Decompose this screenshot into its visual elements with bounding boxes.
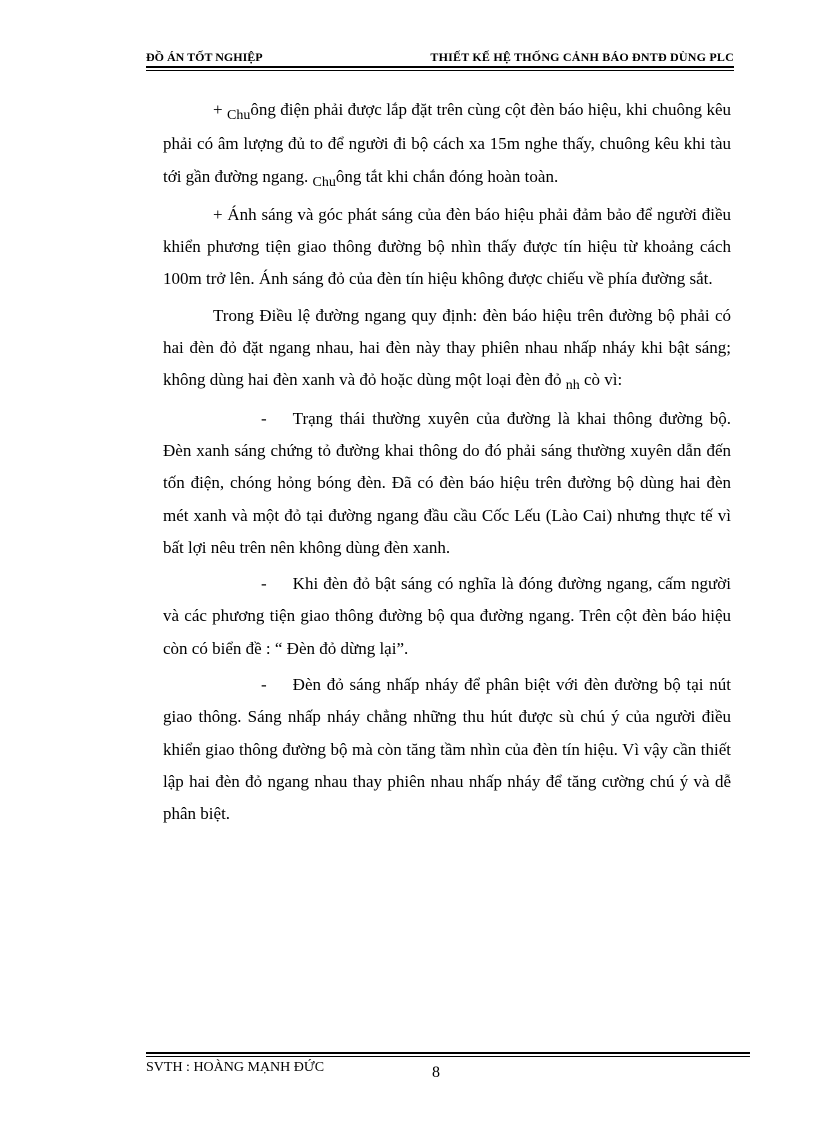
dash-mark: -	[261, 675, 267, 695]
header-left-title: ĐỒ ÁN TỐT NGHIỆP	[146, 50, 263, 64]
paragraph-light-angle: + Ánh sáng và góc phát sáng của đèn báo hiệu phải đảm bảo để người điều khiển phương tiện giao thông đường bộ nhìn thấy được tín hiệu từ khoảng cách 100m trở lên. Ánh sáng đỏ của đèn tín hiệu không được chiếu về phía đường sắt.	[163, 204, 731, 289]
bullet-item-1	[163, 403, 731, 564]
plus-mark: +	[213, 100, 227, 119]
paragraph-text: Trong Điều lệ đường ngang quy định: đèn báo hiệu trên đường bộ phải có hai đèn đỏ đặt ngang nhau, hai đèn này thay phiên nhau nhấp nháy khi bật sáng; không dùng hai đèn xanh và đỏ hoặc dùng một loại đèn đỏ	[163, 305, 731, 390]
bullet-text: Trạng thái thường xuyên của đường là khai thông đường bộ. Đèn xanh sáng chứng tỏ đường khai thông do đó phải sáng thường xuyên dẫn đến tốn điện, chóng hỏng bóng đèn. Đã có đèn báo hiệu trên đường bộ dùng hai đèn mét xanh và một đỏ tại đường ngang đầu cầu Cốc Lếu (Lào Cai) nhưng thực tế vì bất lợi nêu trên nên không dùng đèn xanh.	[163, 408, 731, 557]
paragraph-regulation	[163, 300, 731, 399]
footer-rule-thick	[146, 1052, 750, 1054]
student-name: SVTH : HOÀNG MẠNH ĐỨC	[146, 1060, 325, 1075]
dash-mark: -	[261, 408, 267, 428]
bullet-item-2	[163, 568, 731, 665]
header-rule-thick	[146, 66, 734, 68]
header-rule-thin	[146, 70, 734, 71]
header-right-title: THIẾT KẾ HỆ THỐNG CẢNH BÁO ĐNTĐ DÙNG PLC	[430, 50, 734, 64]
paragraph-bell	[163, 94, 731, 195]
document-body	[163, 94, 731, 835]
paragraph-text: ông tắt khi chắn đóng hoàn toàn.	[335, 166, 559, 186]
paragraph-text: cò vì:	[579, 370, 623, 390]
bullet-item-3	[163, 669, 731, 830]
subscript-fragment: Chu	[227, 108, 251, 123]
subscript-fragment: Chu	[312, 174, 336, 190]
bullet-text: Đèn đỏ sáng nhấp nháy để phân biệt với đèn đường bộ tại nút giao thông. Sáng nhấp nháy chẳng những thu hút được sù chú ý của người điều khiển giao thông đường bộ mà còn tăng tầm nhìn của đèn tín hiệu. Vì vậy cần thiết lập hai đèn đỏ ngang nhau thay phiên nhau nhấp nháy để tăng cường chú ý và dễ phân biệt.	[163, 675, 731, 824]
page-footer	[146, 1058, 750, 1082]
page-header	[146, 48, 734, 68]
bullet-text: Khi đèn đỏ bật sáng có nghĩa là đóng đường ngang, cấm người và các phương tiện giao thông đường bộ qua đường ngang. Trên cột đèn báo hiệu còn có biển đề : “ Đèn đỏ dừng lại”.	[163, 574, 731, 658]
subscript-fragment: nh	[565, 378, 580, 394]
dash-mark: -	[261, 574, 267, 594]
paragraph-text: ông điện phải được lắp đặt trên cùng cột đèn báo hiệu, khi chuông kêu phải có âm lượng đủ to để người đi bộ cách xa 15m nghe thấy, chuông kêu khi tàu tới gần đường ngang.	[163, 100, 731, 186]
page-number: 8	[432, 1064, 440, 1081]
footer-rule-thin	[146, 1056, 750, 1057]
